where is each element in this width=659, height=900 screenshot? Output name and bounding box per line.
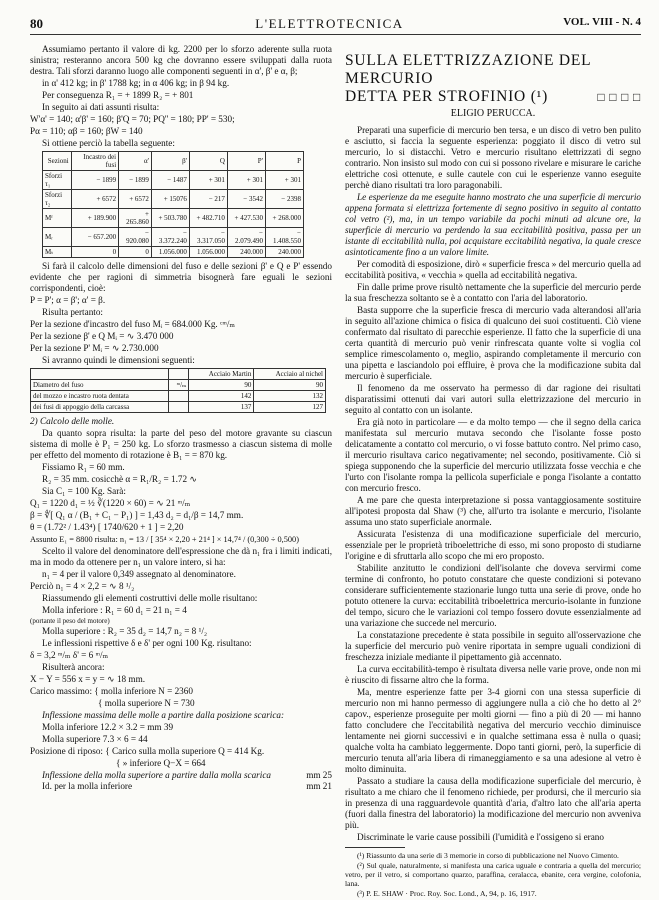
table-cell: − 1487 bbox=[151, 171, 189, 190]
equation: R₂ = 35 mm. cosicchè α = R₁/R₂ = 1.72 ∿ bbox=[42, 474, 198, 484]
paragraph: Riassumendo gli elementi costruttivi delle molle risultano: bbox=[42, 593, 258, 603]
table-cell: − 1899 bbox=[119, 171, 152, 190]
table-cell: − 920.080 bbox=[119, 228, 152, 247]
table-cell: dei fusi di appoggio della carcassa bbox=[31, 402, 169, 413]
table-cell: + 265.860 bbox=[119, 209, 152, 228]
table-row bbox=[43, 190, 304, 209]
table-cell: − 657.200 bbox=[71, 228, 118, 247]
table-cell: 142 bbox=[189, 391, 254, 402]
paragraph: Si farà il calcolo delle dimensioni del fuso e delle sezioni β' e Q e P' essendo evidente che per ragioni di simmetria bisognerà fare eguali le sezioni corrispondenti, cioè: bbox=[30, 261, 332, 293]
equation: X − Y = 556 x = y = ∿ 18 mm. bbox=[30, 674, 146, 684]
table-header: α' bbox=[119, 152, 152, 171]
paragraph: Per comodità di esposizione, dirò « superficie fresca » del mercurio quella ad eccitabilità positiva, « vecchia » quella ad eccitabilità negativa. bbox=[345, 259, 641, 280]
table-row bbox=[31, 391, 326, 402]
footnote: (¹) Riassunto da una serie di 3 memorie in corso di pubblicazione nel Nuovo Cimento. bbox=[357, 851, 619, 860]
table-cell: 0 bbox=[71, 247, 118, 258]
equation: Fissiamo R₁ = 60 mm. bbox=[42, 462, 125, 472]
dimensions-table bbox=[30, 368, 326, 413]
article-title-line: SULLA ELETTRIZZAZIONE DEL MERCURIO bbox=[345, 52, 591, 87]
table-row bbox=[43, 209, 304, 228]
table-header: P' bbox=[227, 152, 265, 171]
volume-info: VOL. VIII - N. 4 bbox=[563, 16, 641, 28]
article-title bbox=[345, 52, 641, 106]
footnote: (²) Sul quale, naturalmente, si manifesta una carica uguale e contraria a quella del mercurio; vetro, per il vetro, si comportano quarzo, paraffina, ceralacca, ebanite, cera vergine, colofonia, lana. bbox=[345, 861, 641, 888]
paragraph: Da quanto sopra risulta: la parte del peso del motore gravante su ciascun sistema di molle è P₁ = 250 kg. Lo sforzo trasmesso a ciascun sistema di molle per effetto del momento di rotazione è B₁ = = 870 kg. bbox=[30, 428, 332, 460]
paragraph: Si ottiene perciò la tabella seguente: bbox=[42, 138, 175, 148]
table-cell: + 503.780 bbox=[151, 209, 189, 228]
journal-title: L'ELETTROTECNICA bbox=[255, 16, 404, 31]
equation: Molla inferiore 12.2 × 3.2 = mm 39 bbox=[42, 722, 174, 732]
footnote-separator bbox=[345, 847, 405, 848]
table-cell: 240.000 bbox=[227, 247, 265, 258]
equation: Pα = 110; αβ = 160; βW = 140 bbox=[30, 126, 143, 136]
deflection-row bbox=[30, 781, 332, 792]
footnote: (³) P. E. SHAW · Proc. Roy. Soc. Lond., A, 94, p. 16, 1917. bbox=[357, 889, 537, 898]
result-line: Per la sezione β' e Q Mᵢ = ∿ 3.470 000 bbox=[30, 331, 174, 341]
table-header: Acciaio Martin bbox=[189, 369, 254, 380]
table-row bbox=[43, 171, 304, 190]
table-cell: 132 bbox=[254, 391, 326, 402]
paragraph: La curva eccitabilità-tempo è risultata diversa nelle varie prove, onde non mi è riuscito di fissarne altro che la forma. bbox=[345, 664, 641, 685]
table-cell: 1.056.000 bbox=[151, 247, 189, 258]
article-author: ELIGIO PERUCCA. bbox=[450, 108, 536, 119]
table-cell: + 301 bbox=[189, 171, 227, 190]
paragraph: Era già noto in particolare — e da molto tempo — che il segno della carica manifestata sul mercurio mutava secondo che l'isolante fosse posto delicatamente a contatto col mercurio, o vi fosse battuto contro. Nel primo caso, il mercurio risultava carico negativamente; nel secondo, positivamente. Ciò si spiega supponendo che la superficie del mercurio utilizzata fosse vecchia e che l'urto con l'isolante rompa la pellicola superficiale e ponga l'isolante a contatto con mercurio fresco. bbox=[345, 417, 641, 493]
table-row bbox=[43, 228, 304, 247]
page-number: 80 bbox=[30, 16, 43, 31]
table-cell: Mᵣ bbox=[43, 228, 72, 247]
equation: Molla superiore : R₂ = 35 d₂ = 14,7 n₂ = 8 ¹/₂ bbox=[42, 626, 208, 636]
equation: n₁ = 4 per il valore 0,349 assegnato al denominatore. bbox=[42, 569, 236, 579]
table-header-row bbox=[31, 369, 326, 380]
table-cell: − 3.372.240 bbox=[151, 228, 189, 247]
paragraph: Risulterà ancora: bbox=[42, 662, 105, 672]
table-cell: + 189.900 bbox=[71, 209, 118, 228]
paragraph: Passato a studiare la causa della modificazione superficiale del mercurio, è risultato a me chiaro che il fenomeno richiede, per prodursi, che il mercurio sia in presenza di una ragguardevole quantità d'aria, d'altro lato che all'aria aperta (fuori dalla finestra del laboratorio) la modificazione del mercurio non avveniva più. bbox=[345, 776, 641, 830]
paragraph: Risulta pertanto: bbox=[42, 307, 103, 317]
table-cell: + 301 bbox=[265, 171, 303, 190]
equation: Molla inferiore : R₁ = 60 d₁ = 21 n₁ = 4 bbox=[42, 605, 187, 615]
equation: Molla superiore 7.3 × 6 = 44 bbox=[42, 734, 148, 744]
table-cell: − 1.408.550 bbox=[265, 228, 303, 247]
table-cell: 137 bbox=[189, 402, 254, 413]
table-header: P bbox=[265, 152, 303, 171]
table-header: Q bbox=[189, 152, 227, 171]
paragraph: Basta supporre che la superficie fresca di mercurio vada alterandosi all'aria in seguito all'azione chimica o fisica di qualcuno dei suoi costituenti. Ciò viene confermato dal risultato di parecchie esperienze. Il fatto che la superficie di una certa quantità di mercurio può venir rinfrescata quante volte si voglia col semplice rimescolamento o, meglio, aspirando completamente il mercurio con una pipetta e lasciandolo poi effluire, è prova che la modificazione subita dal mercurio è superficiale. bbox=[345, 305, 641, 381]
right-column bbox=[345, 44, 641, 899]
table-cell: − 2.079.490 bbox=[227, 228, 265, 247]
article-title-line: DETTA PER STROFINIO (¹) bbox=[345, 88, 549, 105]
equation: { » inferiore Q−X = 664 bbox=[116, 758, 206, 768]
equation-value: mm 25 bbox=[306, 770, 332, 780]
paragraph: Ma, mentre esperienze fatte per 3-4 giorni con una stessa superficie di mercurio non mi hanno permesso di aggiungere nulla a ciò che ho detto al 2° capov., esperienze proseguite per molti giorni — fino a più di 20 — mi hanno fatto concludere che l'eccitabilità negativa del mercurio vecchio diminuisce lentamente nei giorni successivi e in qualche settimana essa è nulla o quasi; qualche volta ha cambiato leggermente. Dopo tanti giorni, però, la superficie di mercurio tenuta all'aria libera di rimaneggiamento e sa una adesione al vetro è molto diminuita. bbox=[345, 687, 641, 774]
table-row bbox=[43, 247, 304, 258]
deflection-row bbox=[30, 770, 332, 781]
running-header bbox=[0, 16, 659, 40]
stress-table bbox=[42, 151, 304, 258]
left-column bbox=[30, 44, 332, 792]
result-line: Per la sezione P' Mᵢ = ∿ 2.730.000 bbox=[30, 343, 159, 353]
paragraph: In seguito ai dati assunti risulta: bbox=[42, 102, 160, 112]
paragraph: Assicurata l'esistenza di una modificazione superficiale del mercurio, essenziale per le proprietà triboelettriche di esso, mi sono proposto di studiarne l'origine e di sfruttarla allo scopo che mi ero proposto. bbox=[345, 529, 641, 561]
table-cell: − 3542 bbox=[227, 190, 265, 209]
result-line: Per la sezione d'incastro del fuso Mᵢ = 684.000 Kg. ᶜᵐ/ₘ bbox=[30, 319, 236, 329]
paragraph: Le esperienze da me eseguite hanno mostrato che una superficie di mercurio appena formata si elettrizza fortemente di segno positivo in seguito al contatto col vetro (²), ma, in un tempo variabile da pochi minuti ad alcune ore, la superficie di mercurio va perdendo la sua eccitabilità positiva, passa per un istante di eccitabilità nulla, poi acquistare eccitabilità negativa, la quale cresce asintoticamente fino a un valore limite. bbox=[345, 192, 641, 257]
equation: P = P'; α = β'; α' = β. bbox=[30, 295, 106, 305]
equation: δ = 3,2 ᵐ/ₘ δ' = 6 ᵐ/ₘ bbox=[30, 650, 109, 660]
equation: Le inflessioni rispettive δ e δ' per ogni 100 Kg. risultano: bbox=[42, 638, 252, 648]
table-cell: 1.056.000 bbox=[189, 247, 227, 258]
equation: β = ∜[ Q₁ α / (B₁ + C₁ − P₁) ] = 1,43 d₂ = d₁/β = 14,7 mm. bbox=[30, 510, 244, 520]
table-cell: + 6572 bbox=[71, 190, 118, 209]
equation-value: mm 21 bbox=[306, 781, 332, 791]
equation: θ = (1.72² / 1.43⁴) [ 1740/620 + 1 ] = 2,20 bbox=[30, 522, 184, 532]
table-row bbox=[31, 380, 326, 391]
section-heading: 2) Calcolo delle molle. bbox=[30, 416, 115, 426]
table-cell: 240.000 bbox=[265, 247, 303, 258]
note: (portante il peso del motore) bbox=[30, 617, 110, 625]
table-cell: Diametro del fuso bbox=[31, 380, 169, 391]
table-cell: − 2398 bbox=[265, 190, 303, 209]
table-cell: Mᶠ bbox=[43, 209, 72, 228]
equation: Posizione di riposo: { Carico sulla molla superiore Q = 414 Kg. bbox=[30, 746, 265, 756]
equation: Assunto E₁ = 8800 risulta: n₁ = 13 / [ 35⁴ × 2,20 + 21⁴ ] × 14,7⁴ / (0,300 ÷ 0,500) bbox=[30, 535, 299, 544]
table-cell: + 6572 bbox=[119, 190, 152, 209]
table-header-row bbox=[43, 152, 304, 171]
equation: Sia C₁ = 100 Kg. Sarà: bbox=[42, 486, 126, 496]
table-header: Sezioni bbox=[43, 152, 72, 171]
article-title-row bbox=[345, 88, 641, 106]
paragraph: La constatazione precedente è stata possibile in seguito all'osservazione che la superficie del mercurio può venire riportata in sempre uguali condizioni di freschezza iniziale mediante il pipettamento già accennato. bbox=[345, 630, 641, 662]
paragraph: Fin dalle prime prove risultò nettamente che la superficie del mercurio perde la sua freschezza soltanto se è a contatto con l'aria del laboratorio. bbox=[345, 282, 641, 303]
table-cell: + 268.000 bbox=[265, 209, 303, 228]
table-header bbox=[169, 369, 189, 380]
table-cell: del mozzo e incastro ruota dentata bbox=[31, 391, 169, 402]
table-cell: ᵐ/ₘ bbox=[169, 380, 189, 391]
table-cell: 90 bbox=[254, 380, 326, 391]
table-cell: + 427.530 bbox=[227, 209, 265, 228]
table-cell: 90 bbox=[189, 380, 254, 391]
paragraph: Assumiamo pertanto il valore di kg. 2200 per lo sforzo aderente sulla ruota sinistra; resteranno ancora 500 kg che dovranno essere sviluppati dalla ruota destra. Tali sforzi daranno luogo alle componenti seguenti in α', β' e α, β; bbox=[30, 44, 332, 76]
table-cell bbox=[169, 391, 189, 402]
table-cell: + 301 bbox=[227, 171, 265, 190]
paragraph: Preparati una superficie di mercurio ben tersa, e un disco di vetro ben pulito e asciutto, si faccia la seguente esperienza: poggiato il disco di vetro sul mercurio, lo si distacchi. Vetro e mercurio risultano elettrizzati di segno contrario. Non insisto sul modo con cui si possono rivelare e misurare le cariche elettriche così ottenute, e sulle cautele con cui le esperienze vanno eseguite perchè diano risultati tra loro paragonabili. bbox=[345, 125, 641, 190]
table-header bbox=[31, 369, 169, 380]
equation: Q₁ = 1220 d₁ = ½ ∛(1220 × 60) = ∿ 21 ᵐ/ₘ bbox=[30, 498, 191, 508]
equation: Perciò n₁ = 4 × 2,2 = ∿ 8 ¹/₂ bbox=[30, 581, 135, 591]
header-rule bbox=[30, 34, 641, 35]
paragraph: Scelto il valore del denominatore dell'espressione che dà n₁ fra i limiti indicati, ma in modo da ottenere per n₁ un valore intero, si ha: bbox=[30, 546, 332, 567]
equation: Inflessione massima delle molle a partire dalla posizione scarica: bbox=[42, 710, 285, 720]
table-header: Acciaio al nichel bbox=[254, 369, 326, 380]
table-cell: − 217 bbox=[189, 190, 227, 209]
table-cell: 127 bbox=[254, 402, 326, 413]
equation: Per conseguenza R₁ = + 1899 R₂ = + 801 bbox=[42, 90, 194, 100]
paragraph: Discriminate le varie cause possibili (l'umidità e l'ossigeno si erano bbox=[357, 832, 604, 842]
paragraph: Stabilite anzitutto le condizioni dell'isolante che doveva servirmi come termine di confronto, ho potuto constatare che queste condizioni si potevano considerare sufficientemente stazionarie lungo tutta una serie di prove, onde ho potuto ottenere la curva: eccitabilità triboelettrica mercurio-isolante in funzione del tempo, sicuro che le variazioni col tempo fossero dovute essenzialmente ad una variazione che succede nel mercurio. bbox=[345, 563, 641, 628]
equation: Carico massimo: { molla inferiore N = 2360 bbox=[30, 686, 193, 696]
equation: Id. per la molla inferiore bbox=[42, 781, 133, 791]
equation: Inflessione della molla superiore a partire dalla molla scarica bbox=[42, 770, 271, 780]
table-cell: 0 bbox=[119, 247, 152, 258]
equation: in α' 412 kg; in β' 1788 kg; in α 406 kg; in β 94 kg. bbox=[42, 78, 230, 88]
table-cell: + 15076 bbox=[151, 190, 189, 209]
table-cell: Sforzi τ₁ bbox=[43, 171, 72, 190]
table-cell bbox=[169, 402, 189, 413]
table-header: β' bbox=[151, 152, 189, 171]
paragraph: A me pare che questa interpretazione si possa vantaggiosamente sostituire all'ipotesi proposta dal Shaw (³) che, all'urto tra isolante e mercurio, l'isolante assuma uno stato superficiale anormale. bbox=[345, 495, 641, 527]
table-cell: − 1899 bbox=[71, 171, 118, 190]
equation: W'α' = 140; α'β' = 160; β'Q = 70; PQ'' = 180; PP' = 530; bbox=[30, 114, 235, 124]
table-row bbox=[31, 402, 326, 413]
table-cell: + 482.710 bbox=[189, 209, 227, 228]
table-cell: Mₜ bbox=[43, 247, 72, 258]
paragraph: Il fenomeno da me osservato ha permesso di dar ragione dei risultati disparatissimi ottenuti dai vari autori sulla elettrizzazione del mercurio in seguito al contatto con un isolante. bbox=[345, 383, 641, 415]
paragraph: Si avranno quindi le dimensioni seguenti: bbox=[42, 355, 195, 365]
ornament-boxes: □ □ □ □ bbox=[597, 90, 641, 104]
table-header: Incastro dei fusi bbox=[71, 152, 118, 171]
equation: { molla superiore N = 730 bbox=[98, 698, 195, 708]
table-cell: − 3.317.050 bbox=[189, 228, 227, 247]
table-cell: Sforzi τ₂ bbox=[43, 190, 72, 209]
